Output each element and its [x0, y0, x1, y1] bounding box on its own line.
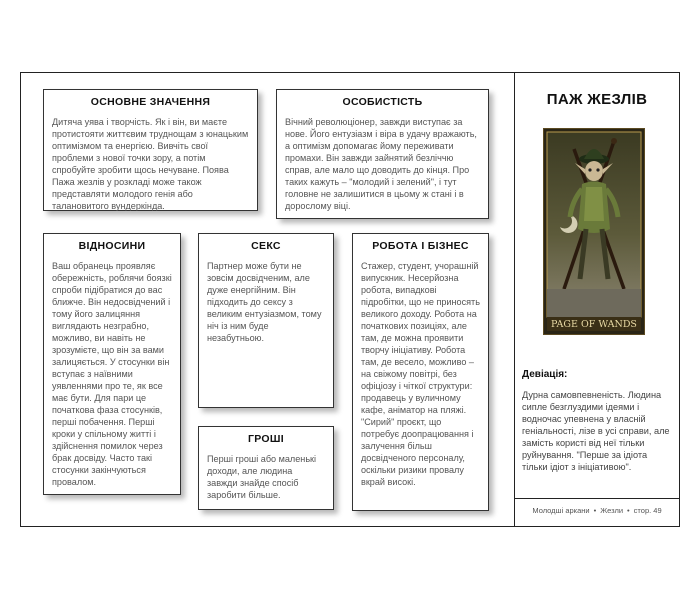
card-core-meaning-title: ОСНОВНЕ ЗНАЧЕННЯ [90, 96, 211, 108]
page-of-wands-illustration [544, 129, 644, 334]
card-work-business [352, 233, 489, 511]
card-core-meaning [43, 89, 258, 211]
card-sex-title: СЕКС [251, 240, 281, 252]
deviation-title: Девіація: [522, 369, 568, 380]
column-divider [514, 73, 515, 526]
card-personality [276, 89, 489, 219]
card-money [198, 426, 334, 510]
card-relationships-title: ВІДНОСИНИ [78, 240, 146, 252]
card-money-text: Перші гроші або маленькі доходи, але людина завжди знайде спосіб заробити більше. [207, 454, 317, 500]
card-personality-title: ОСОБИСТІСТЬ [342, 96, 423, 108]
tarot-card-image [543, 128, 645, 335]
deviation-text: Дурна самовпевненість. Людина сипле безглуздими ідеями і водночас упевнена у власній геніальності, лізе в усі справи, але замість користі від неї тільки руйнування. "Перше за ідіота тільки ідіот з ініціативою". [522, 390, 670, 472]
card-work-business-title: РОБОТА І БІЗНЕС [372, 240, 469, 252]
card-relationships [43, 233, 181, 495]
card-core-meaning-text: Дитяча уява і творчість. Як і він, ви маєте протистояти життєвим труднощам з юнацьким оптимізмом та енергією. Вивчіть свої проблеми з нової точки зору, а потім спробуйте зробити щось нечуване. Поява Пажа жезлів у розкладі може також представляти молодого генія або талановитого вундеркінда. [52, 117, 249, 211]
footer-divider [515, 498, 679, 499]
card-sex-text: Партнер може бути не зовсім досвідченим, але дуже енергійним. Він підходить до сексу з великим ентузіазмом, тому ніч із ним буде незабутньою. [207, 261, 322, 343]
footer-page-number: стор. 49 [633, 506, 662, 515]
page-frame [20, 72, 680, 527]
card-name-title: ПАЖ ЖЕЗЛІВ [546, 91, 648, 108]
footer-section: Молодші аркани [532, 506, 590, 515]
footer-suit: Жезли [600, 506, 624, 515]
card-sex [198, 233, 334, 408]
footer-separator: • [593, 506, 597, 515]
card-work-business-text: Стажер, студент, учорашній випускник. Несерйозна робота, випадкові підробітки, що не приносять великого доходу. Робота на початкових позиціях, але там, де можна проявити творчу ініціативу. Робота там, де весело, можливо – на свіжому повітрі, без офіціозу і чіткої структури: продавець у вуличному кафе, аніматор на пляжі. "Сирий" проєкт, що потребує доопрацювання і залучення більш досвідченого персоналу, оскільки ризики провалу вкрай високі. [361, 261, 480, 487]
card-money-title: ГРОШІ [248, 433, 284, 445]
card-personality-text: Вічний революціонер, завжди виступає за нове. Його ентузіазм і віра в удачу вражають, а оптимізм допомагає йому переживати промахи. Він завжди зайнятий безліччю справ, але мало що доводить до кінця. Про таких кажуть – "молодий і зелений", і тут головне не залишитися в цьому ж стані і в дорослому віці. [285, 117, 477, 211]
tarot-card-label: PAGE OF WANDS [551, 319, 637, 330]
footer-separator: • [627, 506, 630, 515]
card-relationships-text: Ваш обранець проявляє обережність, роблячи боязкі спроби підібратися до вас ближче. Він недосвідчений і тому його залицяння виглядають незграбно, можливо, ви навіть не зрозумієте, що він за вами залицяється. У стосунки він вступає з наївними уявленнями про те, як все має бути. Для пари це початкова фаза стосунків, перші побачення. Перші кроки у спільному житті і здійснення помилок через брак досвіду. Часто такі стосунки закінчуються провалом. [52, 261, 172, 487]
page-footer [515, 506, 679, 515]
